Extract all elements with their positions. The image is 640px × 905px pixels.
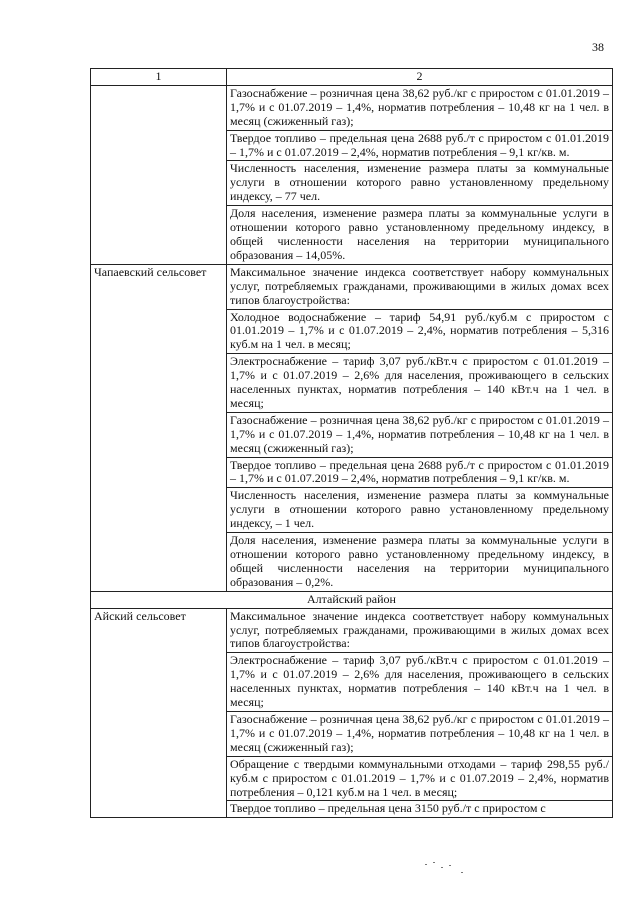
description-cell: [227, 85, 613, 264]
tariff-table: [90, 68, 613, 818]
district-row: [91, 591, 613, 608]
paragraph: Доля населения, изменение размера платы за коммунальные услуги в отношении которого равно установленному предельному индексу, в общей численности населения на территории муниципального образования – 0,2%.: [227, 532, 612, 591]
paragraph: Электроснабжение – тариф 3,07 руб./кВт.ч с приростом с 01.01.2019 – 1,7% и с 01.07.2019 – 2,6% для населения, проживающего в сельских населенных пунктах, норматив потребления – 140 кВт.ч на 1 чел. в месяц;: [227, 652, 612, 711]
paragraph: Газоснабжение – розничная цена 38,62 руб./кг с приростом с 01.01.2019 – 1,7% и с 01.07.2019 – 1,4%, норматив потребления – 10,48 кг на 1 чел. в месяц (сжиженный газ);: [227, 412, 612, 457]
paragraph: Твердое топливо – предельная цена 2688 руб./т с приростом с 01.01.2019 – 1,7% и с 01.07.2019 – 2,4%, норматив потребления – 9,1 кг/кв. м.: [227, 457, 612, 488]
column-header-1: 1: [91, 69, 227, 86]
paragraph: Газоснабжение – розничная цена 38,62 руб./кг с приростом с 01.01.2019 – 1,7% и с 01.07.2019 – 1,4%, норматив потребления – 10,48 кг на 1 чел. в месяц (сжиженный газ);: [227, 711, 612, 756]
paragraph: Доля населения, изменение размера платы за коммунальные услуги в отношении которого равно установленному предельному индексу, в общей численности населения на территории муниципального образования – 14,05%.: [227, 205, 612, 264]
table-row: [91, 608, 613, 818]
paragraph: Твердое топливо – предельная цена 2688 руб./т с приростом с 01.01.2019 – 1,7% и с 01.07.2019 – 2,4%, норматив потребления – 9,1 кг/кв. м.: [227, 130, 612, 161]
description-cell: [227, 608, 613, 818]
paragraph: Обращение с твердыми коммунальными отходами – тариф 298,55 руб./куб.м с приростом с 01.01.2019 – 1,7% и с 01.07.2019 – 2,4%, норматив потребления – 0,121 куб.м на 1 чел. в месяц;: [227, 756, 612, 801]
location-cell: [91, 85, 227, 264]
location-cell: Чапаевский сельсовет: [91, 264, 227, 591]
column-header-2: 2: [227, 69, 613, 86]
page-number: 38: [592, 40, 604, 54]
table-row: [91, 85, 613, 264]
paragraph: Газоснабжение – розничная цена 38,62 руб./кг с приростом с 01.01.2019 – 1,7% и с 01.07.2019 – 1,4%, норматив потребления – 10,48 кг на 1 чел. в месяц (сжиженный газ);: [230, 85, 609, 128]
table-row: [91, 264, 613, 591]
location-cell: Айский сельсовет: [91, 608, 227, 818]
paragraph: Твердое топливо – предельная цена 3150 руб./т с приростом с: [227, 800, 612, 817]
paragraph: Численность населения, изменение размера платы за коммунальные услуги в отношении которого равно установленному предельному индексу, – 1 чел.: [227, 487, 612, 532]
paragraph: Максимальное значение индекса соответствует набору коммунальных услуг, потребляемых гражданами, проживающими в жилых домах всех типов благоустройства:: [230, 608, 609, 651]
scan-specks: [415, 860, 475, 880]
district-heading: Алтайский район: [91, 591, 613, 608]
table-header-row: [91, 69, 613, 86]
paragraph: Электроснабжение – тариф 3,07 руб./кВт.ч с приростом с 01.01.2019 – 1,7% и с 01.07.2019 – 2,6% для населения, проживающего в сельских населенных пунктах, норматив потребления – 140 кВт.ч на 1 чел. в месяц;: [227, 353, 612, 412]
paragraph: Максимальное значение индекса соответствует набору коммунальных услуг, потребляемых гражданами, проживающими в жилых домах всех типов благоустройства:: [230, 264, 609, 307]
paragraph: Численность населения, изменение размера платы за коммунальные услуги в отношении которого равно установленному предельному индексу, – 77 чел.: [227, 160, 612, 205]
paragraph: Холодное водоснабжение – тариф 54,91 руб./куб.м с приростом с 01.01.2019 – 1,7% и с 01.07.2019 – 2,4%, норматив потребления – 5,316 куб.м на 1 чел. в месяц;: [227, 309, 612, 354]
description-cell: [227, 264, 613, 591]
